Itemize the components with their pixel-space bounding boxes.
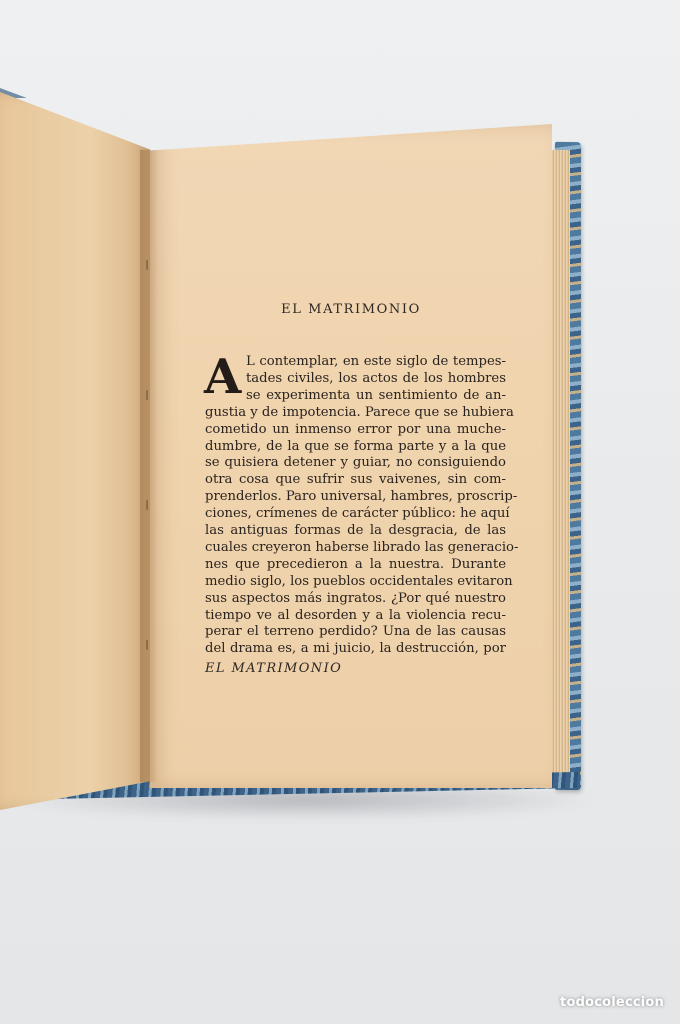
text-line: tiempo ve al desorden y a la violencia recu- <box>205 607 506 623</box>
drop-cap: A <box>204 349 242 405</box>
text-line: tades civiles, los actos de los hombres <box>246 370 506 386</box>
text-line: se quisiera detener y guiar, no consiguiendo <box>205 455 506 471</box>
text-line: cuales creyeron haberse librado las generacio- <box>205 539 519 555</box>
text-line: cometido un inmenso error por una muche- <box>205 421 506 437</box>
chapter-title: EL MATRIMONIO <box>281 302 421 317</box>
text-line: prenderlos. Paro universal, hambres, proscrip- <box>205 489 518 505</box>
running-title: EL MATRIMONIO <box>205 661 343 676</box>
binding-stitch <box>146 640 148 650</box>
book-gutter <box>140 150 158 782</box>
text-line: se experimenta un sentimiento de an- <box>246 387 506 403</box>
text-line: dumbre, de la que se forma parte y a la que <box>205 438 506 454</box>
binding-stitch <box>146 260 148 270</box>
text-line: otra cosa que sufrir sus vaivenes, sin com- <box>205 472 506 488</box>
binding-stitch <box>146 500 148 510</box>
page-edges <box>552 150 570 782</box>
text-line: medio siglo, los pueblos occidentales evitaron <box>205 573 513 589</box>
text-line: gustia y de impotencia. Parece que se hubiera <box>205 404 514 420</box>
text-line: sus aspectos más ingratos. ¿Por qué nuestro <box>205 590 506 606</box>
watermark-logo: todocoleccion <box>560 995 664 1010</box>
left-page <box>0 92 150 810</box>
text-line: las antiguas formas de la desgracia, de las <box>205 523 506 538</box>
text-line: perar el terreno perdido? Una de las causas <box>205 624 506 640</box>
binding-stitch <box>146 390 148 400</box>
text-line: del drama es, a mi juicio, la destrucción, por <box>205 641 506 657</box>
text-line: nes que precedieron a la nuestra. Durante <box>205 556 506 572</box>
text-line: ciones, crímenes de carácter público: he aquí <box>205 506 510 522</box>
text-line: L contemplar, en este siglo de tempes- <box>246 354 506 369</box>
